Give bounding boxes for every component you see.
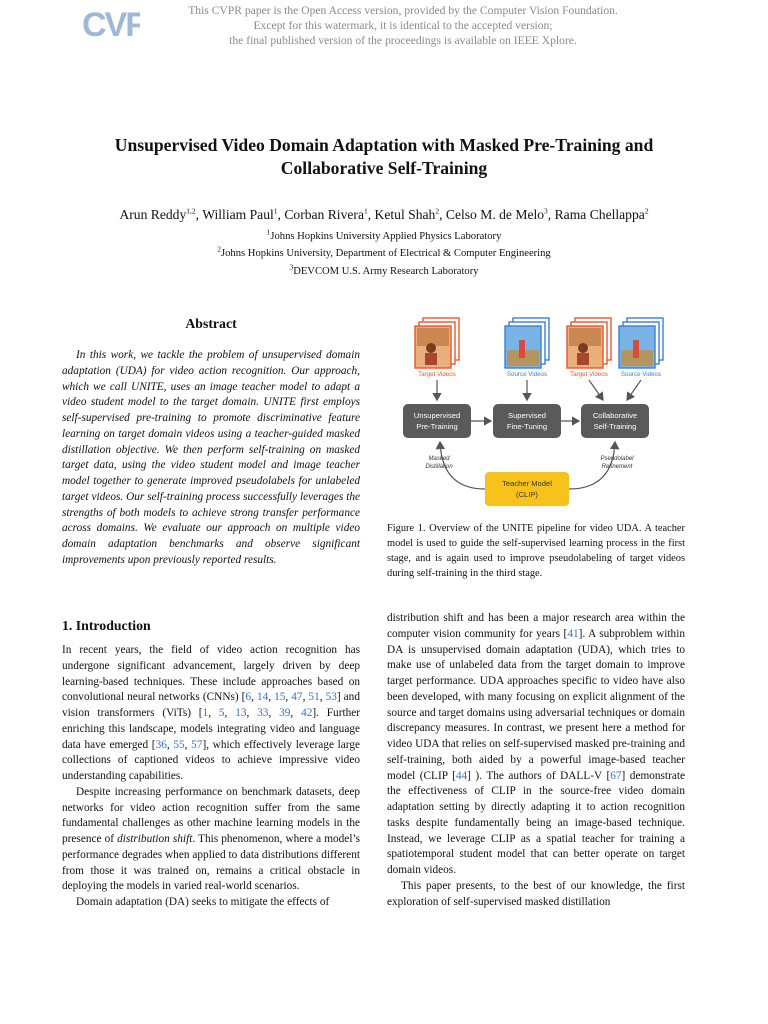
citation-link[interactable]: 14: [256, 691, 269, 704]
citation-link[interactable]: 42: [301, 707, 313, 719]
abstract-text: In this work, we tackle the problem of unsupervised domain adaptation (UDA) for video action recognition. Our approach, which we call UNITE, uses an image teacher model to adapt a video student model to the target domain. UNITE first employs self-supervised pre-training to promote discriminative feature learning on target domain videos using a teacher-guided masked distillation objective. We then perform self-training on masked target data, using the video student model and image teacher model together to generate improved pseudolabels for unlabeled target videos. Our self-training process successfully leverages the strengths of both models to achieve strong transfer performance across domains. We evaluate our approach on multiple video domain adaptation benchmarks and observe significant improvements upon previously reported results.: [62, 349, 360, 566]
abstract-body: [62, 348, 360, 569]
author-affiliation-mark: 1,2: [186, 206, 196, 216]
author-name: William Paul: [202, 207, 274, 222]
author-affiliation-mark: 1: [273, 206, 278, 216]
author-name: Rama Chellappa: [554, 207, 645, 222]
arrow-source-to-stage3: [627, 380, 641, 400]
abstract-heading: Abstract: [185, 316, 237, 331]
author-name: Celso M. de Melo: [445, 207, 545, 222]
citation-link[interactable]: 47: [291, 691, 303, 704]
svg-text:Pre-Training: Pre-Training: [416, 422, 458, 431]
affiliation-1: $^1$Johns Hopkins University Applied Physics Laboratory: [266, 227, 502, 242]
target-videos-thumbnail-2: [567, 318, 611, 368]
citation-link[interactable]: 1: [202, 707, 209, 719]
figure-1: [387, 312, 685, 512]
author-affiliation-mark: 2: [644, 206, 649, 216]
cvf-logo: [82, 6, 140, 42]
target-videos-label-2: Target Videos: [570, 371, 608, 378]
citation-link[interactable]: 36: [155, 738, 167, 751]
author-name: Ketul Shah: [374, 207, 436, 222]
emphasis-text: distribution shift: [117, 833, 193, 845]
cvf-logo-text: CVF: [82, 6, 140, 42]
author-affiliation-mark: 1: [363, 206, 368, 216]
intro-paragraph-2: Despite increasing performance on benchmark datasets, deep networks for video action recognition suffer from the same fundamental challenges as other machine learning models in the presence of distribution shift. This phenomenon, where a model’s performance degrades when applied to data distributions different from those it was trained on, remains a critical obstacle in deploying the models in varied real-world scenarios.: [62, 785, 360, 893]
author-affiliation-mark: 2: [435, 206, 440, 216]
source-videos-label-1: Source Videos: [506, 371, 548, 378]
citation-link[interactable]: 67: [610, 769, 622, 782]
author-name: Corban Rivera: [284, 207, 364, 222]
citation-link[interactable]: 53: [325, 691, 337, 704]
stage-unsupervised-pretraining: [403, 404, 471, 438]
author-list: Arun Reddy$^{1,2}$, William Paul$^1$, Corban Rivera$^1$, Ketul Shah$^2$, Celso M. de Melo$^3$, Rama Chellappa$^2$: [119, 206, 649, 222]
intro-paragraph-1: In recent years, the field of video action recognition has undergone significant advancement, largely driven by deep learning-based techniques. These include approaches based on convolutional neural networks (CNNs) [6, 14, 15, 47, 51, 53] and vision transformers (ViTs) [1, 5, 13, 33, 39, 42]. Further enriching this landscape, models integrating video and language data have emerged [36, 55, 57], which effectively leverage large collections of captioned videos to achieve impressive video understanding capabilities.: [62, 644, 361, 782]
citation-link[interactable]: 5: [218, 707, 225, 719]
citation-link[interactable]: 6: [245, 691, 252, 704]
svg-text:Teacher Model: Teacher Model: [502, 479, 552, 488]
citation-link[interactable]: 51: [308, 691, 320, 704]
watermark-line-2: Except for this watermark, it is identical to the accepted version;: [253, 19, 553, 32]
arrow-target-to-stage3: [589, 380, 603, 400]
right-paragraph-2: This paper presents, to the best of our knowledge, the first exploration of self-supervised masked distillation: [387, 879, 685, 908]
author-name: Arun Reddy: [119, 207, 187, 222]
title-line-2: Collaborative Self-Training: [280, 158, 488, 178]
citation-link[interactable]: 44: [455, 769, 468, 782]
masked-distillation-label-2: Distillation: [425, 464, 453, 470]
stage-supervised-finetuning: [493, 404, 561, 438]
citation-link[interactable]: 15: [274, 691, 286, 704]
introduction-heading: 1. Introduction: [62, 618, 151, 633]
left-column: [62, 643, 360, 911]
citation-link[interactable]: 57: [191, 738, 203, 751]
intro-paragraph-3: Domain adaptation (DA) seeks to mitigate the effects of: [76, 896, 330, 908]
paper-title: [60, 134, 708, 180]
pseudolabel-refinement-label-2: Refinement: [601, 464, 633, 470]
citation-link[interactable]: 33: [257, 707, 269, 719]
author-affiliation-mark: 3: [544, 206, 548, 216]
teacher-model-clip: [485, 472, 569, 506]
citation-link[interactable]: 41: [567, 627, 579, 640]
svg-text:(CLIP): (CLIP): [516, 490, 538, 499]
pseudolabel-refinement-label-1: Pseudolabel: [600, 456, 634, 462]
masked-distillation-label-1: Masked: [428, 456, 450, 462]
citation-link[interactable]: 13: [235, 707, 247, 719]
watermark-line-1: This CVPR paper is the Open Access version, provided by the Computer Vision Foundation.: [188, 4, 618, 17]
source-videos-thumbnail-1: [505, 318, 549, 368]
right-paragraph-1: distribution shift and has been a major research area within the computer vision community for years [41]. A subproblem within DA is unsupervised domain adaptation (UDA), which tries to make use of unlabeled data from the target domain to improve target performance. UDA approaches specific to video have also been developed, with many focusing on explicit alignment of the source and target domains using adversarial techniques or domain discrepancy measures. In contrast, we present here a method for video UDA that relies on self-supervised masked pre-training and self-training, both aided by a powerful image-based teacher model (CLIP [44] ). The authors of DALL-V [67] demonstrate the effectiveness of CLIP in the source-free video domain adaptation setting by directly adapting it to action recognition tasks despite fundamentally being an image-based technique. Instead, we leverage CLIP as a spatial teacher for training a spatiotemporal student model that can better operate on target domain videos.: [387, 612, 686, 876]
stage-collaborative-self-training: [581, 404, 649, 438]
source-videos-thumbnail-2: [619, 318, 663, 368]
svg-text:Unsupervised: Unsupervised: [413, 411, 461, 420]
svg-text:Fine-Tuning: Fine-Tuning: [506, 422, 548, 431]
svg-text:Supervised: Supervised: [508, 411, 546, 420]
right-column: [387, 611, 685, 910]
watermark-line-3: the final published version of the proceedings is available on IEEE Xplore.: [229, 34, 577, 47]
target-videos-label-1: Target Videos: [418, 371, 456, 378]
affiliation-3: $^3$DEVCOM U.S. Army Research Laboratory: [289, 262, 479, 277]
title-line-1: Unsupervised Video Domain Adaptation with Masked Pre-Training and: [114, 135, 654, 155]
citation-link[interactable]: 39: [279, 707, 291, 719]
target-videos-thumbnail-1: [415, 318, 459, 368]
figure-1-caption: Figure 1. Overview of the UNITE pipeline for video UDA. A teacher model is used to guide the self-supervised learning process in the first stage, and is again used to improve pseudolabeling of target videos during self-training in the third stage.: [387, 523, 685, 579]
svg-text:Self-Training: Self-Training: [593, 422, 637, 431]
affiliation-2: $^2$Johns Hopkins University, Department of Electrical & Computer Engineering: [217, 244, 551, 259]
citation-link[interactable]: 55: [173, 738, 185, 751]
source-videos-label-2: Source Videos: [620, 371, 662, 378]
svg-text:Collaborative: Collaborative: [592, 411, 638, 420]
